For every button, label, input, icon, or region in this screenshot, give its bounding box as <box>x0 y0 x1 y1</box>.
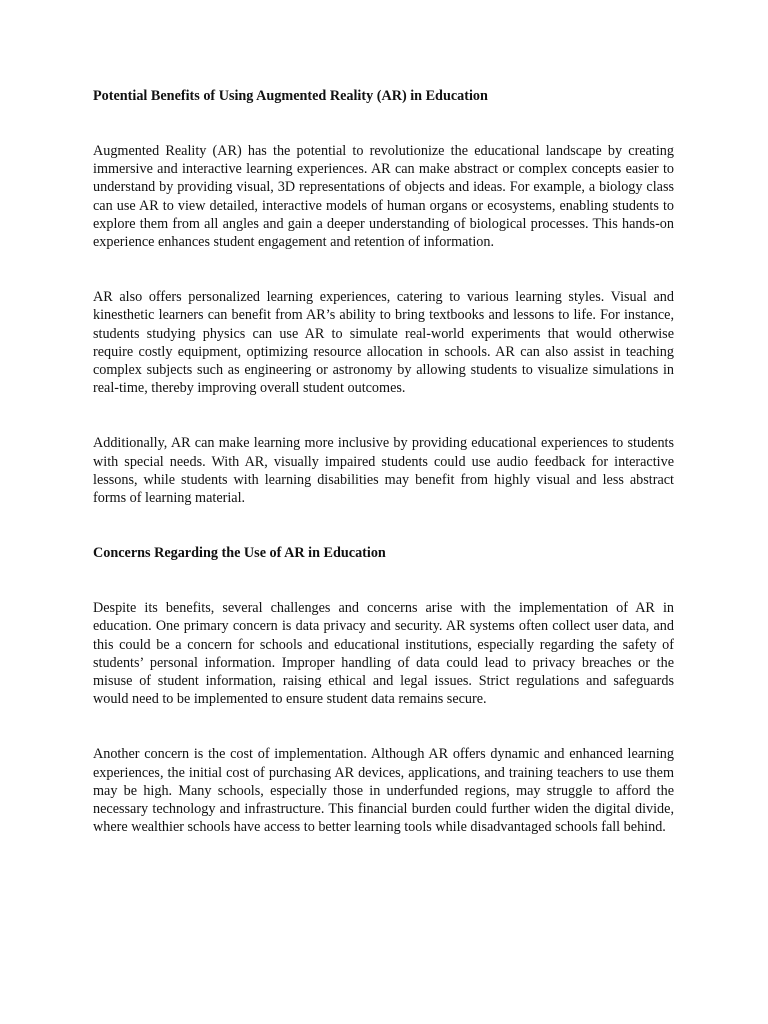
paragraph-benefits-2: AR also offers personalized learning experiences, catering to various learning styles. Visual and kinesthetic learners can benefit from AR’s ability to bring textbooks and lessons to life. For instance, students studying physics can use AR to simulate real-world experiments that would otherwise require costly equipment, optimizing resource allocation in schools. AR can also assist in teaching complex subjects such as engineering or astronomy by allowing students to visualize simulations in real-time, thereby improving overall student outcomes. <box>93 289 674 397</box>
document-page <box>93 87 674 836</box>
paragraph-benefits-1: Augmented Reality (AR) has the potential to revolutionize the educational landscape by creating immersive and interactive learning experiences. AR can make abstract or complex concepts easier to understand by providing visual, 3D representations of objects and ideas. For example, a biology class can use AR to view detailed, interactive models of human organs or ecosystems, enabling students to explore them from all angles and gain a deeper understanding of biological processes. This hands-on experience enhances student engagement and retention of information. <box>93 143 674 251</box>
section-heading-benefits: Potential Benefits of Using Augmented Reality (AR) in Education <box>93 88 488 104</box>
paragraph-concerns-2: Another concern is the cost of implementation. Although AR offers dynamic and enhanced learning experiences, the initial cost of purchasing AR devices, applications, and training teachers to use them may be high. Many schools, especially those in underfunded regions, may struggle to afford the necessary technology and infrastructure. This financial burden could further widen the digital divide, where wealthier schools have access to better learning tools while disadvantaged schools fall behind. <box>93 746 674 836</box>
paragraph-concerns-1: Despite its benefits, several challenges and concerns arise with the implementation of AR in education. One primary concern is data privacy and security. AR systems often collect user data, and this could be a concern for schools and educational institutions, especially regarding the safety of students’ personal information. Improper handling of data could lead to privacy breaches or the misuse of student information, raising ethical and legal issues. Strict regulations and safeguards would need to be implemented to ensure student data remains secure. <box>93 600 674 708</box>
paragraph-benefits-3: Additionally, AR can make learning more inclusive by providing educational experiences to students with special needs. With AR, visually impaired students could use audio feedback for interactive lessons, while students with learning disabilities may benefit from highly visual and less abstract forms of learning material. <box>93 435 674 507</box>
section-heading-concerns: Concerns Regarding the Use of AR in Education <box>93 545 386 562</box>
